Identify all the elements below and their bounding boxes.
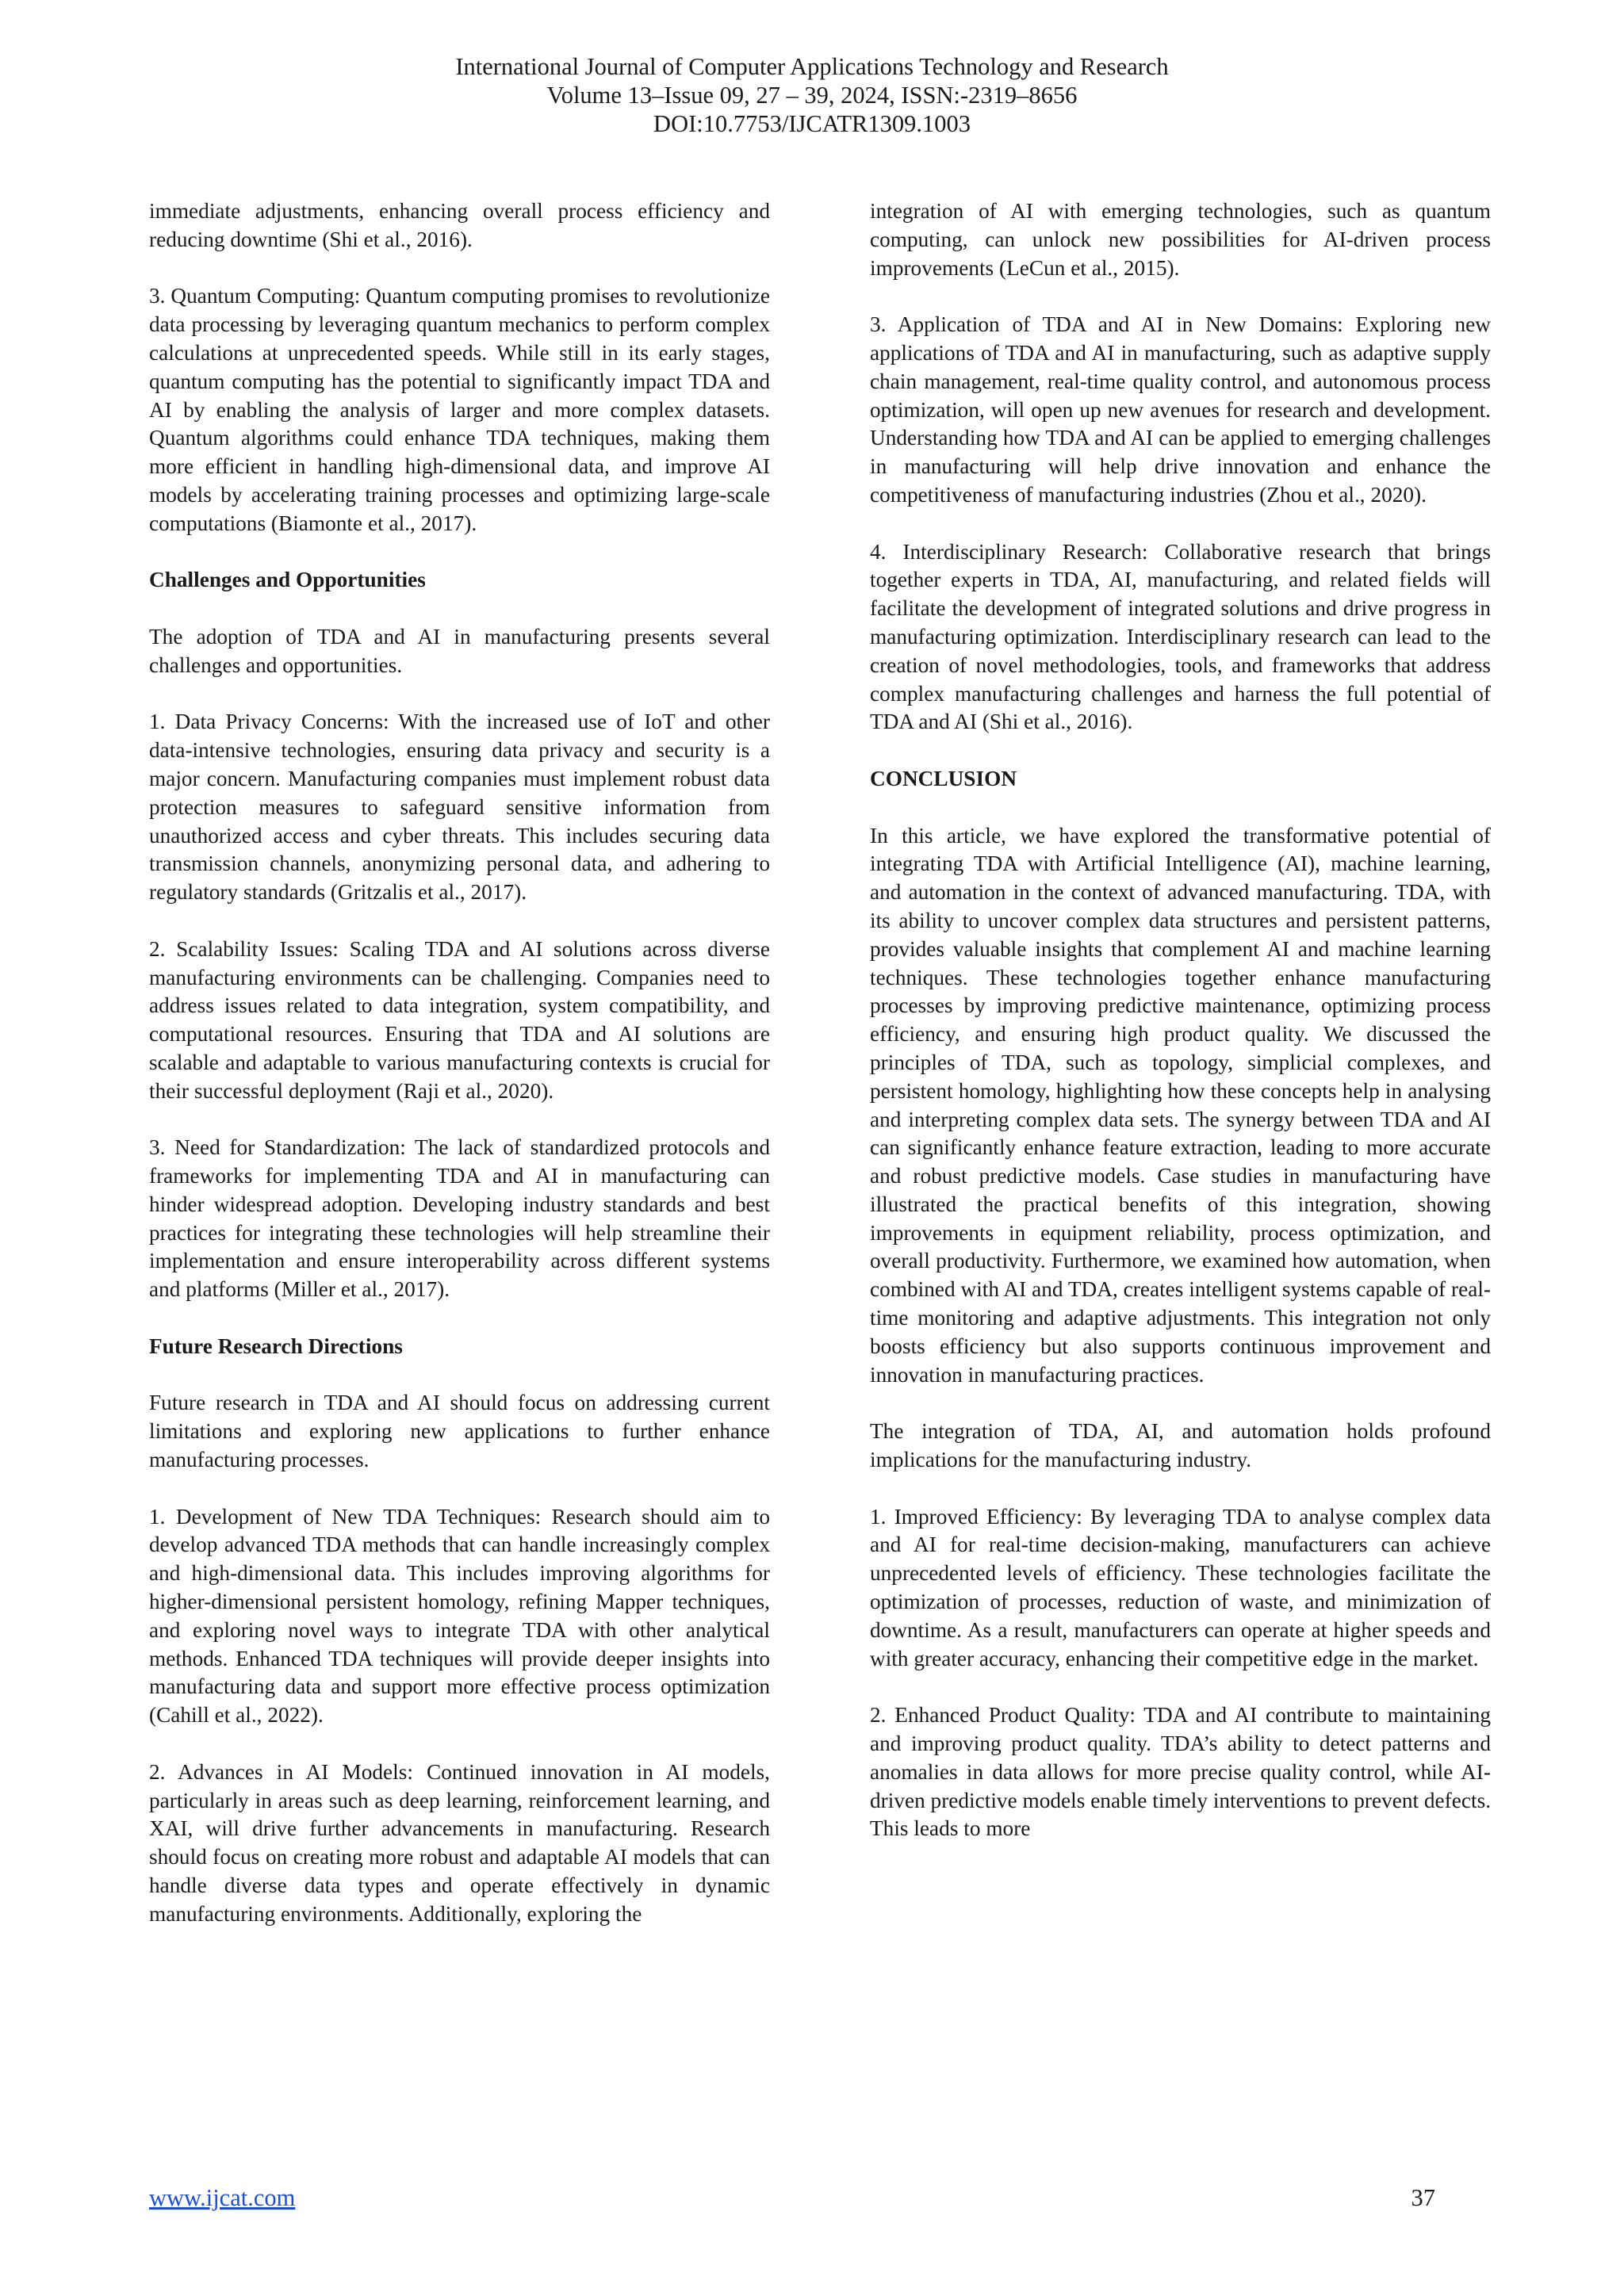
paragraph: 3. Need for Standardization: The lack of standardized protocols and frameworks for implementing TDA and AI in manufacturing can hinder widespread adoption. Developing industry standards and best practices for integrating these technologies will help streamline their implementation and ensure interoperability across different systems and platforms (Miller et al., 2017). — [149, 1135, 770, 1302]
paragraph: Future research in TDA and AI should focus on addressing current limitations and exploring new applications to further enhance manufacturing processes. — [149, 1391, 770, 1472]
paragraph: 2. Scalability Issues: Scaling TDA and AI solutions across diverse manufacturing environments can be challenging. Companies need to address issues related to data integration, system compatibility, and computational resources. Ensuring that TDA and AI solutions are scalable and adaptable to various manufacturing contexts is crucial for their successful deployment (Raji et al., 2020). — [149, 936, 770, 1103]
running-header — [0, 52, 1624, 138]
paragraph: 2. Enhanced Product Quality: TDA and AI contribute to maintaining and improving product quality. TDA’s ability to detect patterns and anomalies in data allows for more precise quality control, while AI-driven predictive models enable timely interventions to prevent defects. This leads to more — [870, 1703, 1492, 1841]
paragraph: 1. Development of New TDA Techniques: Research should aim to develop advanced TDA methods that can handle increasingly complex and high-dimensional data. This includes improving algorithms for higher-dimensional persistent homology, refining Mapper techniques, and exploring novel ways to integrate TDA with other analytical methods. Enhanced TDA techniques will provide deeper insights into manufacturing data and support more effective process optimization (Cahill et al., 2022). — [149, 1504, 770, 1728]
paragraph: The adoption of TDA and AI in manufacturing presents several challenges and opportunities. — [149, 624, 770, 677]
right-column — [870, 197, 1491, 1843]
paragraph: 3. Application of TDA and AI in New Domains: Exploring new applications of TDA and AI in manufacturing, such as adaptive supply chain management, real-time quality control, and autonomous process optimization, will open up new avenues for research and development. Understanding how TDA and AI can be applied to emerging challenges in manufacturing will help drive innovation and enhance the competitiveness of manufacturing industries (Zhou et al., 2020). — [870, 312, 1491, 507]
paragraph: 3. Quantum Computing: Quantum computing promises to revolutionize data processing by leveraging quantum mechanics to perform complex calculations at unprecedented speeds. While still in its early stages, quantum computing has the potential to significantly impact TDA and AI by enabling the analysis of larger and more complex datasets. Quantum algorithms could enhance TDA techniques, making them more efficient in handling high-dimensional data, and improve AI models by accelerating training processes and optimizing large-scale computations (Biamonte et al., 2017). — [149, 284, 770, 535]
section-heading-challenges: Challenges and Opportunities — [149, 568, 426, 592]
journal-website-link[interactable]: www.ijcat.com — [149, 2184, 296, 2211]
paragraph: integration of AI with emerging technologies, such as quantum computing, can unlock new possibilities for AI-driven process improvements (LeCun et al., 2015). — [870, 199, 1491, 280]
paragraph: The integration of TDA, AI, and automation holds profound implications for the manufacturing industry. — [870, 1419, 1491, 1472]
volume-issue-line: Volume 13–Issue 09, 27 – 39, 2024, ISSN:-2319–8656 — [546, 82, 1078, 109]
paragraph: 1. Improved Efficiency: By leveraging TDA to analyse complex data and AI for real-time decision-making, manufacturers can achieve unprecedented levels of efficiency. These technologies facilitate the optimization of processes, reduction of waste, and minimization of downtime. As a result, manufacturers can operate at higher speeds and with greater accuracy, enhancing their competitive edge in the market. — [870, 1504, 1491, 1670]
section-heading-future-research: Future Research Directions — [149, 1334, 403, 1358]
section-heading-conclusion: CONCLUSION — [870, 766, 1017, 790]
paragraph: immediate adjustments, enhancing overall process efficiency and reducing downtime (Shi et al., 2016). — [149, 199, 770, 251]
paragraph: 2. Advances in AI Models: Continued innovation in AI models, particularly in areas such as deep learning, reinforcement learning, and XAI, will drive further advancements in manufacturing. Research should focus on creating more robust and adaptable AI models that can handle diverse data types and operate effectively in dynamic manufacturing environments. Additionally, exploring the — [149, 1759, 770, 1926]
journal-title: International Journal of Computer Applications Technology and Research — [455, 53, 1169, 80]
doi-line: DOI:10.7753/IJCATR1309.1003 — [653, 110, 971, 137]
paragraph: In this article, we have explored the transformative potential of integrating TDA with Artificial Intelligence (AI), machine learning, and automation in the context of advanced manufacturing. TDA, with its ability to uncover complex data structures and persistent patterns, provides valuable insights that complement AI and machine learning techniques. These technologies together enhance manufacturing processes by improving predictive maintenance, optimizing process efficiency, and ensuring high product quality. We discussed the principles of TDA, such as topology, simplicial complexes, and persistent homology, highlighting how these concepts help in analysing and interpreting complex data sets. The synergy between TDA and AI can significantly enhance feature extraction, leading to more accurate and robust predictive models. Case studies in manufacturing have illustrated the practical benefits of this integration, showing improvements in equipment reliability, process optimization, and overall productivity. Furthermore, we examined how automation, when combined with AI and TDA, creates intelligent systems capable of real-time monitoring and adaptive adjustments. This integration not only boosts efficiency but also supports continuous improvement and innovation in manufacturing practices. — [870, 823, 1491, 1387]
paragraph: 1. Data Privacy Concerns: With the increased use of IoT and other data-intensive technologies, ensuring data privacy and security is a major concern. Manufacturing companies must implement robust data protection measures to safeguard sensitive information from unauthorized access and cyber threats. This includes securing data transmission channels, anonymizing personal data, and adhering to regulatory standards (Gritzalis et al., 2017). — [149, 710, 770, 905]
page-number: 37 — [1411, 2184, 1435, 2211]
left-column — [149, 197, 770, 1929]
paragraph: 4. Interdisciplinary Research: Collaborative research that brings together experts in TDA, AI, manufacturing, and related fields will facilitate the development of integrated solutions and drive progress in manufacturing optimization. Interdisciplinary research can lead to the creation of novel methodologies, tools, and frameworks that address complex manufacturing challenges and harness the full potential of TDA and AI (Shi et al., 2016). — [870, 539, 1491, 734]
